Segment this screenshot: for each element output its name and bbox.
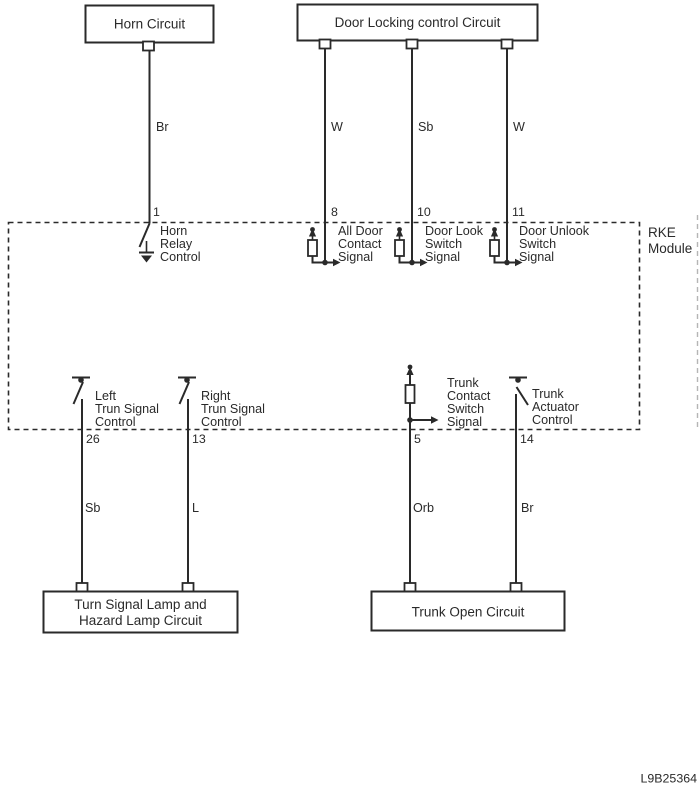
- pin-label-line: Trun Signal: [95, 402, 159, 416]
- turn-signal-circuit-box: [44, 583, 238, 633]
- pin-number: 11: [512, 205, 525, 219]
- arrow-right-icon: [431, 416, 439, 424]
- pin-label-line: Signal: [338, 250, 374, 264]
- pin-label-line: Switch: [447, 402, 485, 416]
- pin-label-line: Trun Signal: [201, 402, 265, 416]
- door-locking-box-label: Door Locking control Circuit: [334, 15, 501, 30]
- rke-module-label-line1: RKE: [648, 225, 676, 240]
- connector-tab: [143, 42, 154, 51]
- pin-label-line: Actuator: [532, 400, 579, 414]
- pin-label-line: Contact: [338, 237, 382, 251]
- connector-tab: [502, 40, 513, 49]
- wire-color-label: Br: [521, 501, 534, 515]
- trunk-open-circuit-box: [372, 583, 565, 631]
- switch-icon: [140, 224, 150, 248]
- pin-door-unlock-switch: [490, 49, 590, 267]
- connector-tab: [407, 40, 418, 49]
- resistor-icon: [406, 385, 415, 403]
- junction-dot: [322, 260, 328, 266]
- connector-tab: [320, 40, 331, 49]
- pin-label-line: Trunk: [532, 387, 564, 401]
- turn-signal-box-label-line2: Hazard Lamp Circuit: [78, 613, 203, 628]
- pin-label-line: Trunk: [447, 376, 479, 390]
- pin-number: 10: [417, 205, 431, 219]
- wire-color-label: Orb: [413, 501, 434, 515]
- pin-label-line: Contact: [447, 389, 491, 403]
- horn-circuit-box: [86, 6, 214, 51]
- pin-label-line: Control: [160, 250, 201, 264]
- pin-number: 5: [414, 432, 421, 446]
- junction-dot: [409, 260, 415, 266]
- pin-number: 14: [520, 432, 534, 446]
- pin-door-lock-switch: [395, 49, 484, 267]
- pin-trunk-contact: [406, 365, 491, 583]
- pin-label-line: Signal: [447, 415, 483, 429]
- wire-color-label: Sb: [418, 120, 434, 134]
- door-locking-circuit-box: [298, 5, 538, 49]
- pin-label-line: Control: [532, 413, 573, 427]
- pin-trunk-actuator: [509, 377, 579, 583]
- pin-horn-relay: [139, 51, 201, 265]
- pin-label-line: Relay: [160, 237, 193, 251]
- pin-label-line: Right: [201, 389, 231, 403]
- pin-left-turn-signal: [72, 377, 159, 583]
- pin-number: 8: [331, 205, 338, 219]
- horn-circuit-box-label: Horn Circuit: [113, 16, 186, 32]
- wire-color-label: W: [513, 120, 525, 134]
- pin-right-turn-signal: [178, 377, 265, 583]
- pin-label-line: Signal: [519, 250, 555, 264]
- pin-number: 13: [192, 432, 206, 446]
- pin-label-line: Switch: [519, 237, 557, 251]
- pin-label-line: Left: [95, 389, 117, 403]
- wire-color-label: L: [192, 501, 200, 515]
- trunk-open-box-label: Trunk Open Circuit: [411, 604, 525, 620]
- pin-label-line: All Door: [338, 224, 383, 238]
- pin-label-line: Door Look: [425, 224, 484, 238]
- wire-color-label: Br: [156, 120, 169, 134]
- pin-label-line: Horn: [160, 224, 188, 238]
- pin-number: 1: [153, 205, 160, 219]
- pin-label-line: Control: [95, 415, 136, 429]
- pin-label-line: Door Unlook: [519, 224, 589, 238]
- pin-number: 26: [86, 432, 100, 446]
- pin-all-door-contact: [308, 49, 383, 267]
- doc-number: L9B25364: [640, 771, 697, 786]
- wire-color-label: W: [331, 120, 343, 134]
- switch-icon: [509, 377, 528, 405]
- pin-label-line: Switch: [425, 237, 463, 251]
- turn-signal-box-label-line1: Turn Signal Lamp and: [74, 597, 207, 612]
- junction-dot: [504, 260, 510, 266]
- pin-label-line: Signal: [425, 250, 461, 264]
- rke-module-label-line2: Module: [648, 241, 693, 256]
- pin-label-line: Control: [201, 415, 242, 429]
- wire-color-label: Sb: [85, 501, 101, 515]
